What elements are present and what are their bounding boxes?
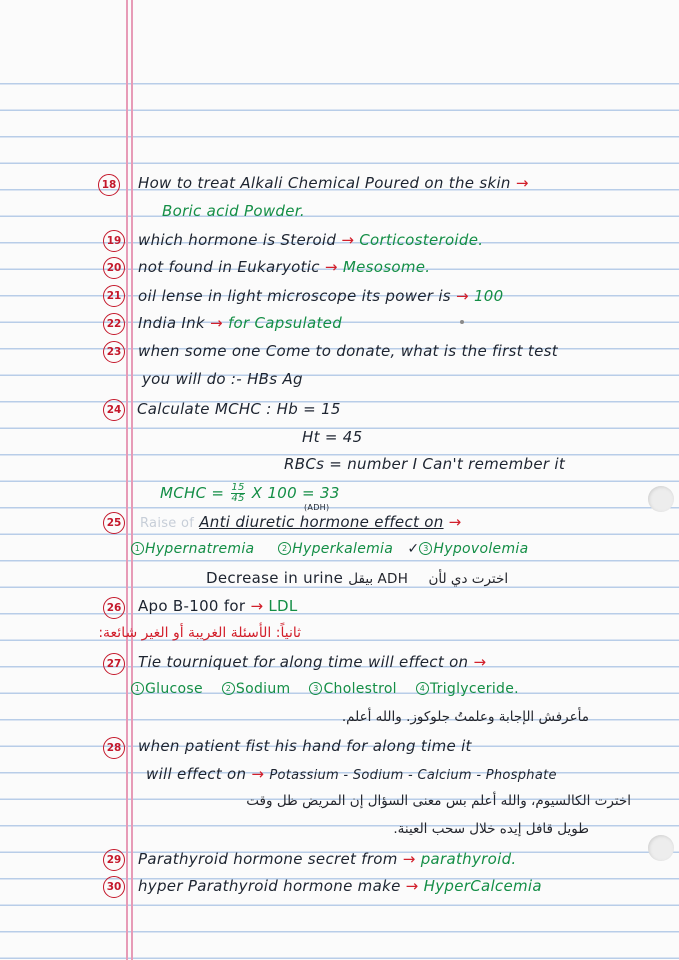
question-number-20: 20: [103, 257, 125, 279]
arrow-icon: →: [402, 850, 416, 868]
question-20-text: not found in Eukaryotic: [138, 258, 320, 276]
option-1: Hypernatremia: [145, 541, 255, 557]
note-english: Decrease in urine: [206, 569, 344, 587]
question-number-29: 29: [103, 849, 125, 871]
question-19: [138, 231, 483, 249]
question-26-text: Apo B-100 for: [138, 597, 246, 615]
answer-26: LDL: [268, 597, 298, 615]
answer-30: HyperCalcemia: [423, 877, 542, 895]
punch-hole-top: [648, 486, 674, 512]
question-25: [140, 513, 462, 531]
answer-23: HBs Ag: [247, 370, 303, 388]
question-number-21: 21: [103, 285, 125, 307]
answer-29: parathyroid.: [420, 850, 517, 868]
question-number-19: 19: [103, 230, 125, 252]
arrow-icon: →: [324, 258, 338, 276]
fraction-denominator: 45: [231, 493, 245, 504]
ink-dot: [460, 320, 464, 324]
option-number-icon: 3: [419, 542, 432, 555]
question-number-24: 24: [103, 399, 125, 421]
question-21-text: oil lense in light microscope its power is: [138, 287, 451, 305]
question-number-26: 26: [103, 597, 125, 619]
fraction-numerator: 15: [231, 482, 245, 493]
option-number-icon: 1: [131, 542, 144, 555]
question-28-text2: will effect on: [146, 765, 247, 783]
question-27-text: Tie tourniquet for along time will effect on: [138, 653, 469, 671]
note-arabic-mid: بيقل ADH: [348, 571, 409, 587]
formula-prefix: MCHC =: [160, 484, 225, 502]
answer-28: Potassium - Sodium - Calcium - Phosphate: [269, 768, 557, 783]
question-27-note: مأعرفش الإجابة وعلمتُ جلوكوز. والله أعلم.: [341, 709, 589, 725]
question-24-line2: Ht = 45: [302, 428, 363, 446]
question-28-text: when patient fist his hand for along time it: [138, 737, 472, 755]
answer-19: Corticosteroide.: [359, 231, 484, 249]
margin-line-left: [126, 0, 128, 960]
option-2: Sodium: [235, 681, 291, 697]
option-1: Glucose: [145, 681, 203, 697]
question-28-note-1: اخترت الكالسيوم، والله أعلم بس معنى السؤال إن المريض ظل وقت: [246, 793, 631, 809]
option-2: Hyperkalemia: [292, 541, 394, 557]
answer-21: 100: [473, 287, 504, 305]
arrow-icon: →: [473, 653, 487, 671]
arrow-icon: →: [251, 765, 265, 783]
question-23-line2: [142, 370, 303, 388]
answer-22: for Capsulated: [227, 314, 343, 332]
question-29-text: Parathyroid hormone secret from: [138, 850, 398, 868]
punch-hole-bottom: [648, 835, 674, 861]
option-3: Hypovolemia: [433, 541, 529, 557]
question-number-18: 18: [98, 174, 120, 196]
option-number-icon: 3: [309, 682, 322, 695]
question-27: [138, 653, 486, 671]
question-23-text: when some one Come to donate, what is the first test: [138, 342, 558, 360]
question-18: [138, 174, 529, 192]
option-number-icon: 2: [278, 542, 291, 555]
question-number-28: 28: [103, 737, 125, 759]
arrow-icon: →: [405, 877, 419, 895]
question-27-options: [131, 681, 519, 697]
arrow-icon: →: [456, 287, 469, 305]
question-30: [138, 877, 542, 895]
question-25-abbr: (ADH): [304, 503, 330, 512]
margin-line-right: [131, 0, 133, 960]
page-header-blank: [0, 0, 679, 70]
arrow-icon: →: [448, 513, 462, 531]
question-number-27: 27: [103, 653, 125, 675]
arrow-icon: →: [209, 314, 223, 332]
option-number-icon: 1: [131, 682, 144, 695]
question-22-text: India Ink: [138, 314, 205, 332]
note-arabic: اخترت دي لأن: [428, 571, 509, 587]
question-24-line3: RBCs = number I Can't remember it: [284, 455, 566, 473]
option-number-icon: 2: [222, 682, 235, 695]
question-21: [138, 287, 503, 305]
question-29: [138, 850, 516, 868]
option-number-icon: 4: [416, 682, 429, 695]
checkmark-icon: ✓: [407, 541, 420, 557]
crossed-out-text: Raise of: [140, 516, 195, 531]
section-2-heading: ثانياً: الأسئلة الغريبة أو الغير شائعة:: [98, 625, 301, 641]
question-30-text: hyper Parathyroid hormone make: [138, 877, 401, 895]
question-number-25: 25: [103, 512, 125, 534]
question-26: [138, 597, 298, 615]
question-number-30: 30: [103, 876, 125, 898]
question-24-line1: Calculate MCHC : Hb = 15: [137, 400, 341, 418]
question-18-text: How to treat Alkali Chemical Poured on the skin: [138, 174, 511, 192]
question-23-text2: you will do :-: [142, 370, 243, 388]
question-28-line2: [146, 765, 557, 783]
option-4: Triglyceride.: [429, 681, 519, 697]
answer-18: Boric acid Powder.: [162, 202, 305, 220]
question-22: [138, 314, 342, 332]
question-number-22: 22: [103, 313, 125, 335]
option-3: Cholestrol: [323, 681, 397, 697]
answer-24-formula: [160, 483, 340, 504]
formula-suffix: X 100 = 33: [251, 484, 340, 502]
question-25-options: [131, 541, 528, 557]
arrow-icon: →: [515, 174, 529, 192]
question-28-note-2: طويل قافل إيده خلال سحب العينة.: [393, 821, 589, 837]
arrow-icon: →: [250, 597, 264, 615]
formula-fraction: [231, 483, 244, 504]
answer-20: Mesosome.: [342, 258, 431, 276]
question-25-text: Anti diuretic hormone effect on: [199, 513, 444, 531]
question-20: [138, 258, 430, 276]
question-19-text: which hormone is Steroid: [138, 231, 337, 249]
question-25-note: [206, 569, 508, 587]
arrow-icon: →: [341, 231, 355, 249]
question-number-23: 23: [103, 341, 125, 363]
